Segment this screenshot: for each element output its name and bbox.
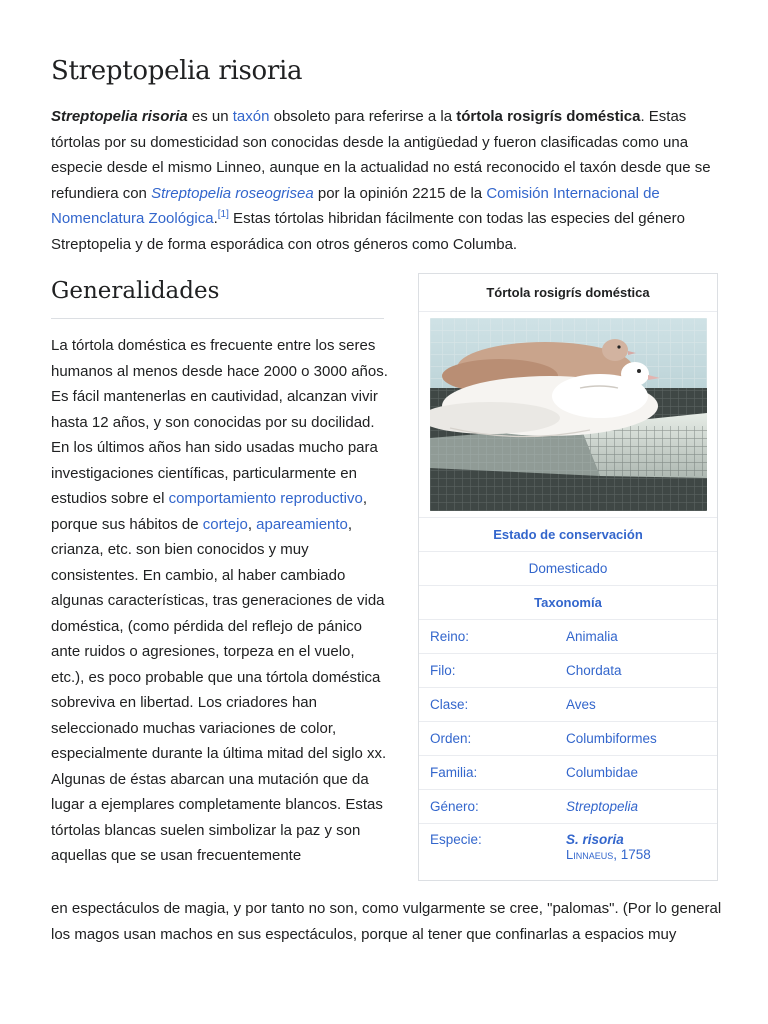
intro-text: es un	[187, 108, 233, 125]
taxon-value[interactable]: Animalia	[566, 629, 618, 644]
intro-bold-name: tórtola rosigrís doméstica	[456, 108, 641, 125]
section-text: , crianza, etc. son bien conocidos y muy consistentes. En cambio, al haber cambiado algunas características, tras generaciones de vida doméstica, (como pérdida del reflejo de pánico ante ruidos o agresiones, torpeza en el vuelo, etc.), es poco probable que una tórtola doméstica sobreviva en libertad. Los criadores han seleccionado muchas variaciones de color, especialmente durante la última mitad del siglo xx. Algunas de éstas abarcan una mutación que da lugar a ejemplares completamente blancos. Estas tórtolas blancas suelen simbolizar la paz y son aquellas que se usan frecuentemente	[51, 515, 387, 864]
taxon-rank-label[interactable]: Clase:	[430, 697, 469, 712]
intro-text: .	[213, 210, 218, 227]
link-reproductive-behavior[interactable]: comportamiento reproductivo	[168, 490, 363, 507]
taxobox-caption: Tórtola rosigrís doméstica	[419, 274, 717, 312]
taxobox-row-kingdom	[419, 619, 717, 653]
taxon-value[interactable]: Columbiformes	[566, 731, 657, 746]
taxon-value-italic: Streptopelia	[566, 799, 639, 814]
page-title: Streptopelia risoria	[51, 56, 303, 86]
taxon-rank-label[interactable]: Filo:	[430, 663, 456, 678]
link-courtship[interactable]: cortejo	[202, 515, 248, 533]
dove-photo[interactable]	[430, 318, 707, 511]
taxon-value[interactable]: Aves	[566, 697, 596, 712]
intro-text: por la opinión 2215 de la	[313, 184, 487, 202]
taxon-rank-label[interactable]: Familia:	[430, 765, 478, 780]
taxobox-row-class	[419, 687, 717, 721]
section-text: ,	[247, 515, 257, 533]
section-heading: Generalidades	[51, 278, 384, 319]
intro-bold-title: Streptopelia risoria	[51, 108, 188, 125]
section-text: , porque sus hábitos de	[51, 490, 368, 533]
taxon-rank-label[interactable]: Orden:	[430, 731, 472, 746]
link-iczn[interactable]: Comisión Internacional de Nomenclatura Zoológica	[51, 184, 660, 227]
section-text: La tórtola doméstica es frecuente entre los seres humanos al menos desde hace 2000 o 3000 años. Es fácil mantenerlas en cautividad, alcanzan vivir hasta 12 años, y son conocidas por su docilidad. En los últimos años han sido usadas mucho para investigaciones científicas, particularmente en estudios sobre el	[51, 337, 388, 507]
taxobox-row-order	[419, 721, 717, 755]
intro-paragraph	[51, 104, 721, 257]
taxon-value[interactable]	[566, 799, 717, 814]
taxobox	[418, 273, 718, 881]
intro-text: . Estas tórtolas por su domesticidad son conocidas desde la antigüedad y fueron clasificadas como una especie desde el mismo Linneo, aunque en la actualidad no está reconocido el taxón desde que se refundiera con	[51, 108, 711, 202]
species-name: S. risoria	[566, 832, 624, 847]
link-taxon[interactable]: taxón	[232, 108, 270, 125]
section-paragraph	[51, 333, 391, 869]
link-mating[interactable]: apareamiento	[256, 515, 348, 533]
dove-illustration	[430, 318, 707, 511]
species-year: , 1758	[613, 847, 651, 862]
taxon-rank-label[interactable]: Género:	[430, 799, 479, 814]
taxobox-row-family	[419, 755, 717, 789]
taxon-rank-label[interactable]: Reino:	[430, 629, 470, 644]
reference-link-1[interactable]: [1]	[217, 209, 229, 220]
taxon-value[interactable]: Columbidae	[566, 765, 639, 780]
taxon-value[interactable]: Chordata	[566, 663, 622, 678]
link-roseogrisea[interactable]	[151, 185, 314, 202]
link-roseogrisea-text: Streptopelia roseogrisea	[151, 184, 314, 202]
taxon-rank-label[interactable]: Especie:	[430, 832, 482, 847]
taxonomy-heading[interactable]: Taxonomía	[419, 585, 717, 619]
section-paragraph-continued: en espectáculos de magia, y por tanto no son, como vulgarmente se cree, "palomas". (Por lo general los magos usan machos en sus espectáculos, porque al tener que confinarlas a espacios muy	[51, 900, 722, 943]
species-value	[566, 832, 717, 862]
conservation-status-heading[interactable]: Estado de conservación	[419, 517, 717, 551]
taxobox-row-phylum	[419, 653, 717, 687]
conservation-status-value[interactable]: Domesticado	[419, 551, 717, 585]
intro-text: Estas tórtolas hibridan fácilmente con todas las especies del género Streptopelia y de forma esporádica con otros géneros como Columba.	[51, 210, 685, 253]
taxobox-row-genus	[419, 789, 717, 823]
taxobox-row-species	[419, 823, 717, 877]
link-linnaeus[interactable]: Linnaeus	[566, 847, 614, 862]
intro-text: obsoleto para referirse a la	[269, 108, 457, 125]
